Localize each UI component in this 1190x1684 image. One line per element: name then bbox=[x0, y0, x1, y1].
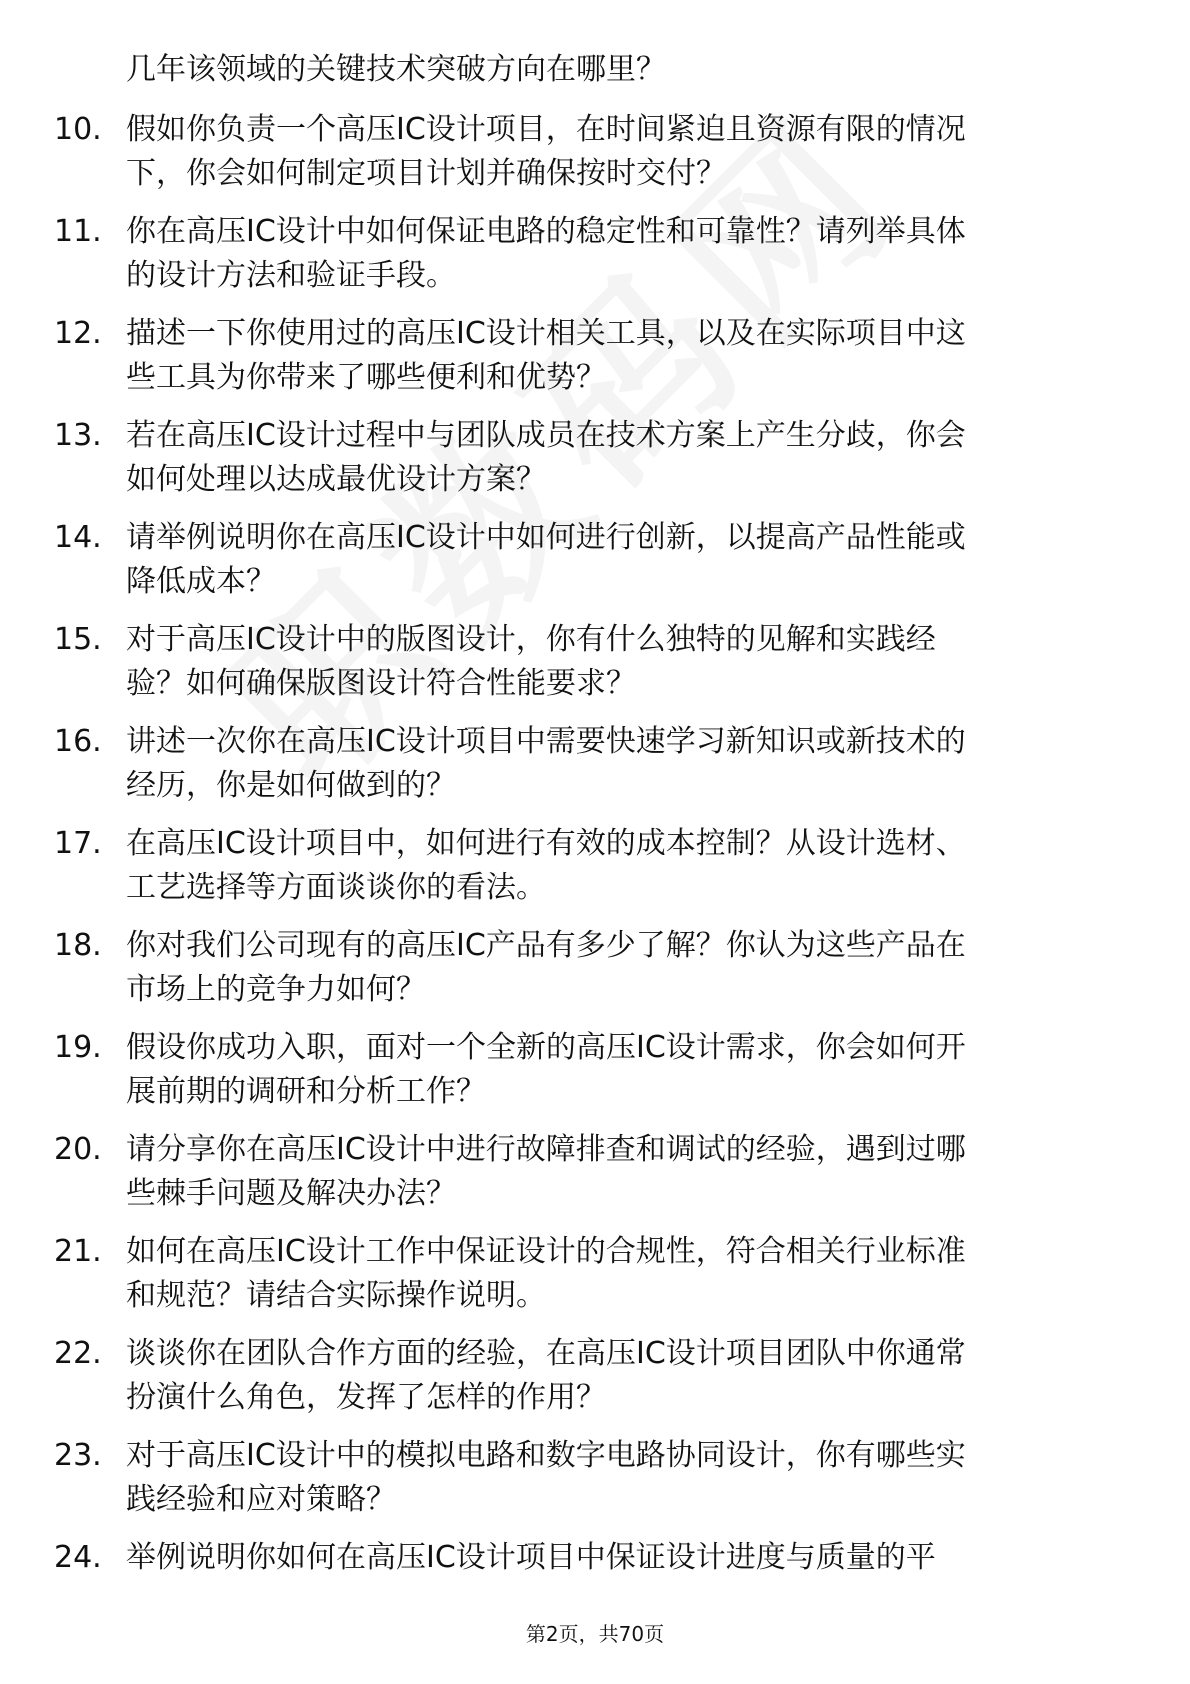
question-line: 对于高压IC设计中的模拟电路和数字电路协同设计，你有哪些实 bbox=[126, 1438, 966, 1473]
question-item bbox=[0, 1230, 1190, 1332]
question-number: 23. bbox=[54, 1438, 102, 1473]
question-line: 谈谈你在团队合作方面的经验，在高压IC设计项目团队中你通常 bbox=[126, 1336, 966, 1371]
question-text bbox=[126, 1230, 1126, 1318]
question-number: 11. bbox=[54, 214, 102, 249]
question-line: 些棘手问题及解决办法？ bbox=[126, 1176, 456, 1211]
question-list bbox=[0, 108, 1190, 1638]
question-number: 12. bbox=[54, 316, 102, 351]
question-line: 请举例说明你在高压IC设计中如何进行创新，以提高产品性能或 bbox=[126, 520, 966, 555]
question-item bbox=[0, 1128, 1190, 1230]
question-item bbox=[0, 414, 1190, 516]
question-line: 验？如何确保版图设计符合性能要求？ bbox=[126, 666, 636, 701]
question-text bbox=[126, 1434, 1126, 1522]
question-line: 请分享你在高压IC设计中进行故障排查和调试的经验，遇到过哪 bbox=[126, 1132, 966, 1167]
question-9-continuation: 几年该领域的关键技术突破方向在哪里？ bbox=[126, 52, 666, 87]
question-item bbox=[0, 516, 1190, 618]
question-line: 对于高压IC设计中的版图设计，你有什么独特的见解和实践经 bbox=[126, 622, 936, 657]
question-number: 21. bbox=[54, 1234, 102, 1269]
question-item bbox=[0, 1332, 1190, 1434]
question-item bbox=[0, 1026, 1190, 1128]
question-text bbox=[126, 1536, 1126, 1580]
page-footer: 第2页，共70页 bbox=[525, 1622, 665, 1646]
question-line: 描述一下你使用过的高压IC设计相关工具，以及在实际项目中这 bbox=[126, 316, 966, 351]
question-line: 你在高压IC设计中如何保证电路的稳定性和可靠性？请列举具体 bbox=[126, 214, 966, 249]
question-text bbox=[126, 822, 1126, 910]
question-line: 降低成本？ bbox=[126, 564, 276, 599]
question-line: 举例说明你如何在高压IC设计项目中保证设计进度与质量的平 bbox=[126, 1540, 936, 1575]
question-line: 展前期的调研和分析工作？ bbox=[126, 1074, 486, 1109]
question-number: 13. bbox=[54, 418, 102, 453]
question-number: 19. bbox=[54, 1030, 102, 1065]
question-number: 22. bbox=[54, 1336, 102, 1371]
question-line: 下，你会如何制定项目计划并确保按时交付？ bbox=[126, 156, 726, 191]
question-text bbox=[126, 924, 1126, 1012]
question-line: 践经验和应对策略？ bbox=[126, 1482, 396, 1517]
question-line: 扮演什么角色，发挥了怎样的作用？ bbox=[126, 1380, 606, 1415]
question-line: 假如你负责一个高压IC设计项目，在时间紧迫且资源有限的情况 bbox=[126, 112, 966, 147]
question-line: 些工具为你带来了哪些便利和优势？ bbox=[126, 360, 606, 395]
question-item bbox=[0, 618, 1190, 720]
question-text bbox=[126, 618, 1126, 706]
question-item bbox=[0, 210, 1190, 312]
question-item bbox=[0, 1434, 1190, 1536]
question-text bbox=[126, 720, 1126, 808]
question-line: 假设你成功入职，面对一个全新的高压IC设计需求，你会如何开 bbox=[126, 1030, 966, 1065]
question-item bbox=[0, 720, 1190, 822]
question-number: 17. bbox=[54, 826, 102, 861]
question-line: 如何处理以达成最优设计方案？ bbox=[126, 462, 546, 497]
question-line: 你对我们公司现有的高压IC产品有多少了解？你认为这些产品在 bbox=[126, 928, 966, 963]
question-text bbox=[126, 1026, 1126, 1114]
question-line: 若在高压IC设计过程中与团队成员在技术方案上产生分歧，你会 bbox=[126, 418, 966, 453]
question-number: 20. bbox=[54, 1132, 102, 1167]
question-item bbox=[0, 822, 1190, 924]
question-line: 和规范？请结合实际操作说明。 bbox=[126, 1278, 546, 1313]
question-text bbox=[126, 516, 1126, 604]
question-text bbox=[126, 210, 1126, 298]
question-line: 工艺选择等方面谈谈你的看法。 bbox=[126, 870, 546, 905]
question-line: 讲述一次你在高压IC设计项目中需要快速学习新知识或新技术的 bbox=[126, 724, 966, 759]
question-number: 10. bbox=[54, 112, 102, 147]
question-line: 如何在高压IC设计工作中保证设计的合规性，符合相关行业标准 bbox=[126, 1234, 966, 1269]
question-number: 18. bbox=[54, 928, 102, 963]
question-number: 24. bbox=[54, 1540, 102, 1575]
question-item bbox=[0, 924, 1190, 1026]
question-text bbox=[126, 414, 1126, 502]
question-text bbox=[126, 1128, 1126, 1216]
question-number: 16. bbox=[54, 724, 102, 759]
question-item bbox=[0, 108, 1190, 210]
question-item bbox=[0, 312, 1190, 414]
question-text bbox=[126, 312, 1126, 400]
question-line: 市场上的竞争力如何？ bbox=[126, 972, 426, 1007]
question-line: 经历，你是如何做到的？ bbox=[126, 768, 456, 803]
question-number: 14. bbox=[54, 520, 102, 555]
question-text bbox=[126, 108, 1126, 196]
question-line: 的设计方法和验证手段。 bbox=[126, 258, 456, 293]
question-text bbox=[126, 1332, 1126, 1420]
question-number: 15. bbox=[54, 622, 102, 657]
question-line: 在高压IC设计项目中，如何进行有效的成本控制？从设计选材、 bbox=[126, 826, 966, 861]
